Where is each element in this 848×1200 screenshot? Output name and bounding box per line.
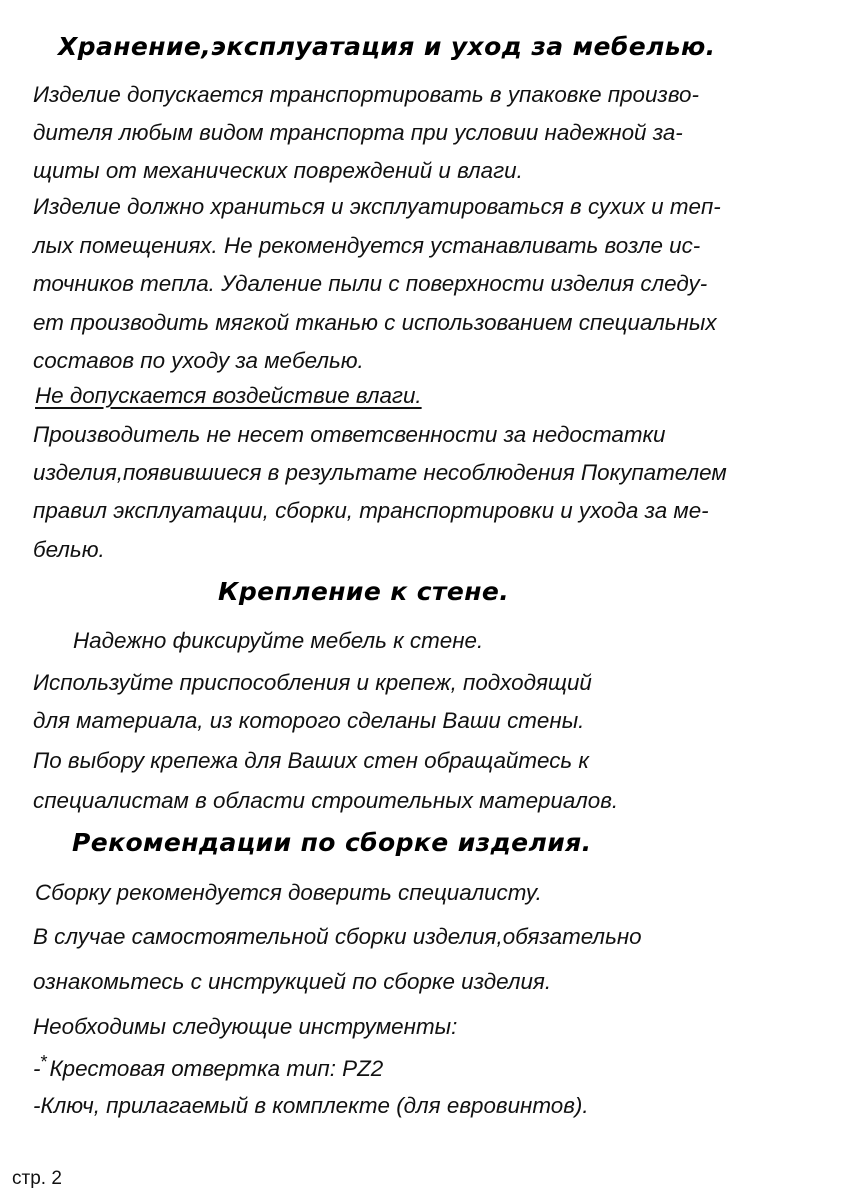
tool-list-dash: - <box>33 1056 41 1081</box>
storage-text-line: дителя любым видом транспорта при условии надежной за- <box>33 120 683 145</box>
page-number: стр. 2 <box>12 1168 62 1189</box>
assembly-text-line: Сборку рекомендуется доверить специалисту. <box>35 880 542 905</box>
assembly-text-line: Необходимы следующие инструменты: <box>33 1014 458 1039</box>
wall-mount-text-line: Используйте приспособления и крепеж, подходящий <box>33 670 592 695</box>
wall-mount-text-line: специалистам в области строительных материалов. <box>33 788 619 813</box>
wall-mount-text-line: Надежно фиксируйте мебель к стене. <box>73 628 484 653</box>
storage-text-line: составов по уходу за мебелью. <box>33 348 364 373</box>
storage-text-line: Изделие допускается транспортировать в упаковке произво- <box>33 82 699 107</box>
wall-mount-text-line: По выбору крепежа для Ваших стен обращайтесь к <box>33 748 589 773</box>
moisture-warning: Не допускается воздействие влаги. <box>35 383 422 408</box>
storage-text-line: ет производить мягкой тканью с использованием специальных <box>33 310 717 335</box>
assembly-text-line: В случае самостоятельной сборки изделия,обязательно <box>33 924 642 949</box>
storage-text-line: точников тепла. Удаление пыли с поверхности изделия следу- <box>33 271 708 296</box>
assembly-section-title: Рекомендации по сборке изделия. <box>72 828 592 857</box>
storage-text-line: Изделие должно храниться и эксплуатироваться в сухих и теп- <box>33 194 721 219</box>
tool-screwdriver-text: Крестовая отвертка тип: PZ2 <box>49 1056 384 1081</box>
asterisk-mark: * <box>40 1052 48 1072</box>
wall-mount-text-line: для материала, из которого сделаны Ваши стены. <box>33 708 585 733</box>
storage-section-title: Хранение,эксплуатация и уход за мебелью. <box>58 32 716 61</box>
storage-text-line: Производитель не несет ответсвенности за недостатки <box>33 422 666 447</box>
tool-list-item <box>33 1052 384 1081</box>
storage-text-line: лых помещениях. Не рекомендуется устанавливать возле ис- <box>33 233 701 258</box>
tool-list-item: -Ключ, прилагаемый в комплекте (для евровинтов). <box>33 1093 589 1118</box>
storage-text-line: изделия,появившиеся в результате несоблюдения Покупателем <box>33 460 727 485</box>
wall-mount-section-title: Крепление к стене. <box>218 577 510 606</box>
assembly-text-line: ознакомьтесь с инструкцией по сборке изделия. <box>33 969 552 994</box>
storage-text-line: белью. <box>33 537 105 562</box>
storage-text-line: правил эксплуатации, сборки, транспортировки и ухода за ме- <box>33 498 709 523</box>
storage-text-line: щиты от механических повреждений и влаги. <box>33 158 523 183</box>
